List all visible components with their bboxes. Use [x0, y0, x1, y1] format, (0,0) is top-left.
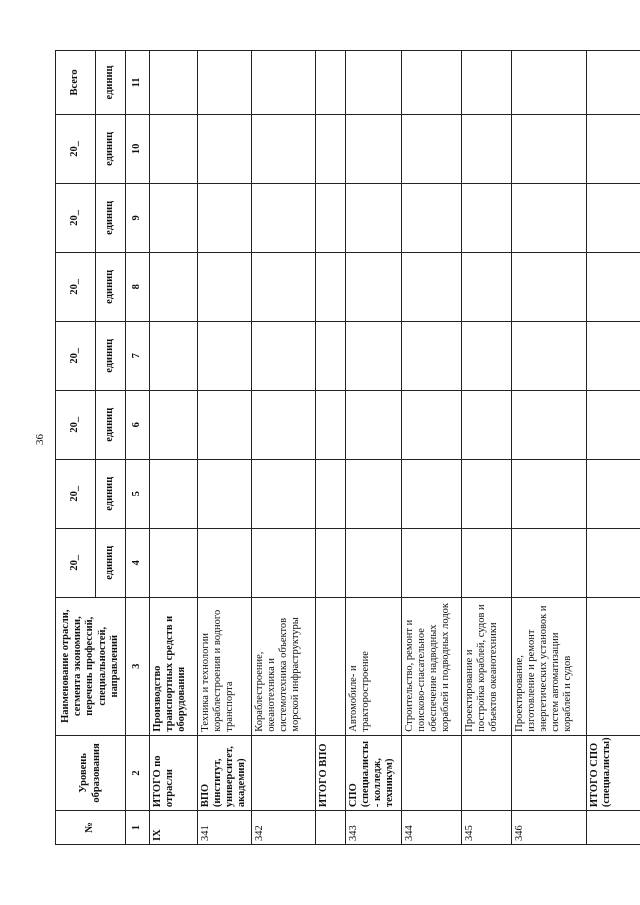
header-year-4: 20_ [56, 321, 96, 390]
row-num [587, 811, 640, 845]
unit-cell: единиц [96, 51, 126, 115]
row-level [462, 735, 512, 810]
table-row [346, 51, 402, 845]
header-year-5: 20_ [56, 252, 96, 321]
row-level: СПО (специалисты - колледж, техникум) [346, 735, 402, 810]
col-number: 6 [126, 390, 150, 459]
unit-cell: единиц [96, 390, 126, 459]
row-name: Производство транспортных средств и оборудования [150, 597, 198, 735]
col-number: 4 [126, 528, 150, 597]
row-num: 342 [252, 811, 316, 845]
header-row [56, 51, 96, 845]
table-row [252, 51, 316, 845]
row-num: 344 [402, 811, 462, 845]
table-row [150, 51, 198, 845]
table-row [316, 51, 346, 845]
row-num: 345 [462, 811, 512, 845]
row-num: 346 [512, 811, 587, 845]
column-numbers-row [126, 51, 150, 845]
row-level [252, 735, 316, 810]
unit-cell: единиц [96, 183, 126, 252]
row-name: Техника и технологии кораблестроения и водного транспорта [198, 597, 252, 735]
unit-cell: единиц [96, 528, 126, 597]
row-name: Кораблестроение, океанотехника и системотехника объектов морской инфраструктуры [252, 597, 316, 735]
table-row [198, 51, 252, 845]
header-year-3: 20_ [56, 390, 96, 459]
row-name: Строительство, ремонт и поисково-спасательное обеспечение надводных кораблей и подводных лодок [402, 597, 462, 735]
unit-cell: единиц [96, 252, 126, 321]
col-number: 10 [126, 114, 150, 183]
row-name [587, 597, 640, 735]
col-number: 2 [126, 735, 150, 810]
unit-cell: единиц [96, 321, 126, 390]
rotated-table-container [55, 50, 617, 845]
table-row [402, 51, 462, 845]
col-number: 8 [126, 252, 150, 321]
col-number: 7 [126, 321, 150, 390]
unit-cell: единиц [96, 459, 126, 528]
col-number: 11 [126, 51, 150, 115]
header-level: Уровень образования [56, 735, 126, 810]
table-row [587, 51, 640, 845]
header-num: № [56, 811, 126, 845]
table-row [462, 51, 512, 845]
row-name: Проектирование и постройка кораблей, судов и объектов океанотехники [462, 597, 512, 735]
col-number: 1 [126, 811, 150, 845]
col-number: 9 [126, 183, 150, 252]
row-num: 343 [346, 811, 402, 845]
col-number: 3 [126, 597, 150, 735]
row-level: ВПО (институт, университет, академия) [198, 735, 252, 810]
row-level: ИТОГО СПО (специалисты) [587, 735, 640, 810]
row-level: ИТОГО по отрасли [150, 735, 198, 810]
row-name: Автомобиле- и тракторостроение [346, 597, 402, 735]
row-num: IX [150, 811, 198, 845]
row-level [402, 735, 462, 810]
row-level: ИТОГО ВПО [316, 735, 346, 810]
header-year-1: 20_ [56, 528, 96, 597]
row-level [512, 735, 587, 810]
col-number: 5 [126, 459, 150, 528]
page-number: 36 [34, 434, 46, 445]
row-name [316, 597, 346, 735]
header-name: Наименование отрасли, сегмента экономики, перечень профессий, специальностей, направлений [56, 597, 126, 735]
row-num: 341 [198, 811, 252, 845]
row-num [316, 811, 346, 845]
header-year-7: 20_ [56, 114, 96, 183]
unit-cell: единиц [96, 114, 126, 183]
training-demand-table [55, 50, 640, 845]
header-year-2: 20_ [56, 459, 96, 528]
row-name: Проектирование, изготовление и ремонт энергетических установок и систем автоматизации кораблей и судов [512, 597, 587, 735]
header-year-6: 20_ [56, 183, 96, 252]
table-row [512, 51, 587, 845]
header-total: Всего [56, 51, 96, 115]
